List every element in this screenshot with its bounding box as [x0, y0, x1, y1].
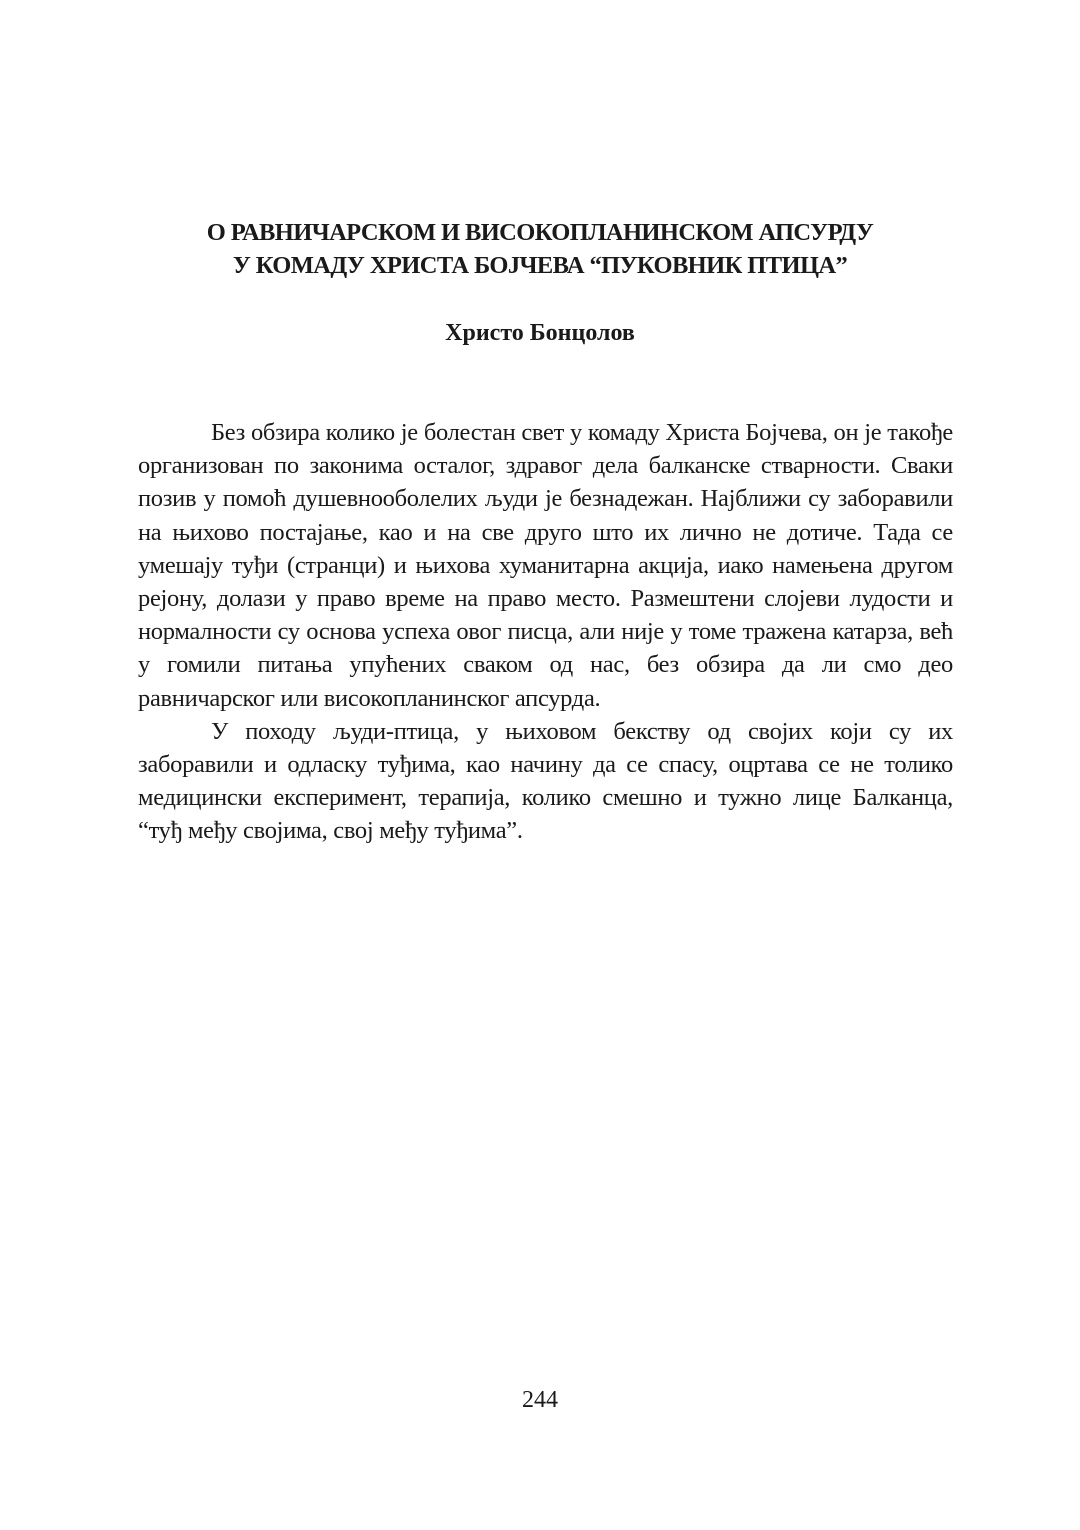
title-line-1: О РАВНИЧАРСКОМ И ВИСОКОПЛАНИНСКОМ АПСУРДУ — [206, 219, 874, 246]
article-title — [0, 216, 1080, 282]
article-body — [138, 416, 953, 848]
paragraph-1: Без обзира колико је болестан свет у комаду Христа Бојчева, он је такође организован по законима осталог, здравог дела балканске стварности. Сваки позив у помоћ душевнооболелих људи је безнадежан. Најближи су заборавили на њихово постајање, као и на све друго што их лично не дотиче. Тада се умешају туђи (странци) и њихова хуманитарна акција, иако намењена другом рејону, долази у право време на право место. Размештени слојеви лудости и нормалности су основа успеха овог писца, али није у томе тражена катарза, већ у гомили питања упућених сваком од нас, без обзира да ли смо део равничарског или високопланинског апсурда. — [138, 419, 953, 712]
title-line-2: У КОМАДУ ХРИСТА БОЈЧЕВА “ПУКОВНИК ПТИЦА” — [232, 252, 848, 279]
author-name: Христо Бонцолов — [445, 320, 635, 346]
paragraph-2: У походу људи-птица, у њиховом бекству од својих који су их заборавили и одласку туђима, као начину да се спасу, оцртава се не толико медицински експеримент, терапија, колико смешно и тужно лице Балканца, “туђ међу својима, свој међу туђима”. — [138, 717, 953, 845]
page-number: 244 — [522, 1387, 558, 1413]
